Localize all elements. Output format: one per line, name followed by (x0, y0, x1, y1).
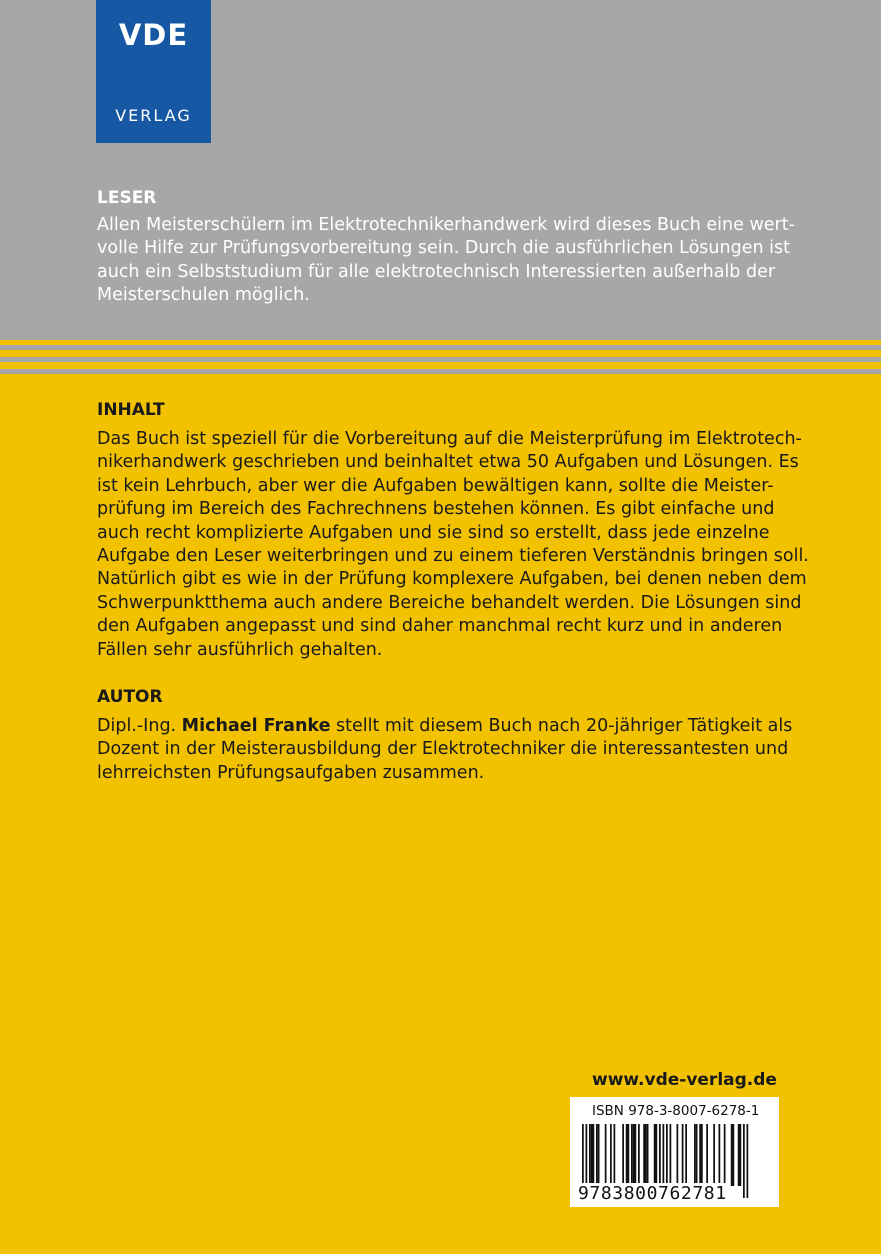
barcode-bar (740, 1124, 742, 1186)
inhalt-heading: INHALT (97, 400, 165, 420)
barcode-bar (638, 1124, 640, 1186)
barcode-bar (738, 1124, 740, 1186)
barcode-bar (605, 1124, 607, 1186)
text-line: auch recht komplizierte Aufgaben und sie sind so erstellt, dass jede einzelne (97, 522, 770, 543)
grey-stripe (0, 369, 881, 374)
logo-subtitle: VERLAG (115, 106, 192, 125)
barcode-bar (598, 1124, 600, 1186)
text-line (97, 715, 793, 738)
leser-paragraph (97, 214, 795, 308)
text-line: nikerhandwerk geschrieben und beinhaltet etwa 50 Aufgaben und Lösungen. Es (97, 452, 799, 473)
barcode-bar (694, 1124, 696, 1186)
barcode-bar (633, 1124, 635, 1186)
inhalt-paragraph (97, 428, 809, 662)
text-line: Allen Meisterschülern im Elektrotechnikerhandwerk wird dieses Buch eine wert- (97, 215, 795, 235)
barcode-bar (626, 1124, 628, 1186)
grey-stripe (0, 357, 881, 362)
barcode-bar (591, 1124, 593, 1186)
text-line: Dozent in der Meisterausbildung der Elektrotechniker die interessantesten und (97, 739, 789, 760)
barcode-bar (731, 1124, 733, 1186)
isbn-barcode (570, 1097, 779, 1207)
text-line: ist kein Lehrbuch, aber wer die Aufgaben bewältigen kann, sollte die Meister- (97, 475, 774, 496)
text-line: prüfung im Bereich des Fachrechnens bestehen können. Es gibt einfache und (97, 499, 775, 520)
text-line: Meisterschulen möglich. (97, 285, 310, 306)
barcode-bar (719, 1124, 721, 1186)
text-line: lehrreichsten Prüfungsaufgaben zusammen. (97, 762, 485, 783)
barcode-bar (696, 1124, 698, 1186)
barcode-bar (645, 1124, 647, 1186)
barcode-bar (654, 1124, 656, 1186)
barcode-bar (706, 1124, 708, 1186)
text-line: Das Buch ist speziell für die Vorbereitung auf die Meisterprüfung im Elektrotech- (97, 429, 802, 449)
barcode-bar (643, 1124, 645, 1186)
barcode-bar (670, 1124, 672, 1186)
barcode-bar (713, 1124, 715, 1186)
author-title: Dipl.-Ing. (97, 716, 182, 736)
text-line: volle Hilfe zur Prüfungsvorbereitung sein. Durch die ausführlichen Lösungen ist (97, 238, 790, 259)
website-url: www.vde-verlag.de (592, 1070, 777, 1090)
leser-heading: LESER (97, 188, 157, 208)
barcode-bar (610, 1124, 612, 1186)
barcode-bar (659, 1124, 661, 1186)
text-line: auch ein Selbststudium für alle elektrotechnisch Interessierten außerhalb der (97, 261, 776, 282)
barcode-bar (647, 1124, 649, 1186)
autor-paragraph (97, 715, 793, 785)
barcode-bar (622, 1124, 624, 1186)
barcode-bar (747, 1124, 749, 1198)
barcode-bar (682, 1124, 684, 1186)
barcode-bar (589, 1124, 591, 1186)
barcode-bar (701, 1124, 703, 1186)
barcode-bar (631, 1124, 633, 1186)
barcode-bar (677, 1124, 679, 1186)
barcode-bar (596, 1124, 598, 1186)
text-line: Natürlich gibt es wie in der Prüfung komplexere Aufgaben, bei denen neben dem (97, 569, 807, 590)
autor-heading: AUTOR (97, 687, 163, 707)
barcode-bar (614, 1124, 616, 1186)
barcode-bar (593, 1124, 595, 1186)
text-line: den Aufgaben angepasst und sind daher manchmal recht kurz und in anderen (97, 616, 783, 637)
isbn-number: ISBN 978-3-8007-6278-1 (592, 1103, 760, 1119)
barcode-bar (699, 1124, 701, 1186)
grey-stripe (0, 345, 881, 350)
barcode-bar (656, 1124, 658, 1186)
text-line: Schwerpunktthema auch andere Bereiche behandelt werden. Die Lösungen sind (97, 592, 802, 613)
barcode-bar (743, 1124, 745, 1198)
barcode-bar (733, 1124, 735, 1186)
author-name: Michael Franke (181, 716, 331, 736)
barcode-bar (685, 1124, 687, 1186)
barcode-bar (724, 1124, 726, 1186)
text-line: Aufgabe den Leser weiterbringen und zu einem tieferen Verständnis bringen soll. (97, 546, 809, 567)
logo-wordmark: VDE (118, 18, 189, 52)
ean-digits: 9783800762781 (578, 1183, 727, 1204)
text-line: Fällen sehr ausführlich gehalten. (97, 639, 383, 660)
barcode-bar (635, 1124, 637, 1186)
vde-verlag-logo (96, 0, 211, 143)
author-line-rest: stellt mit diesem Buch nach 20-jähriger Tätigkeit als (330, 716, 793, 736)
barcode-bar (628, 1124, 630, 1186)
